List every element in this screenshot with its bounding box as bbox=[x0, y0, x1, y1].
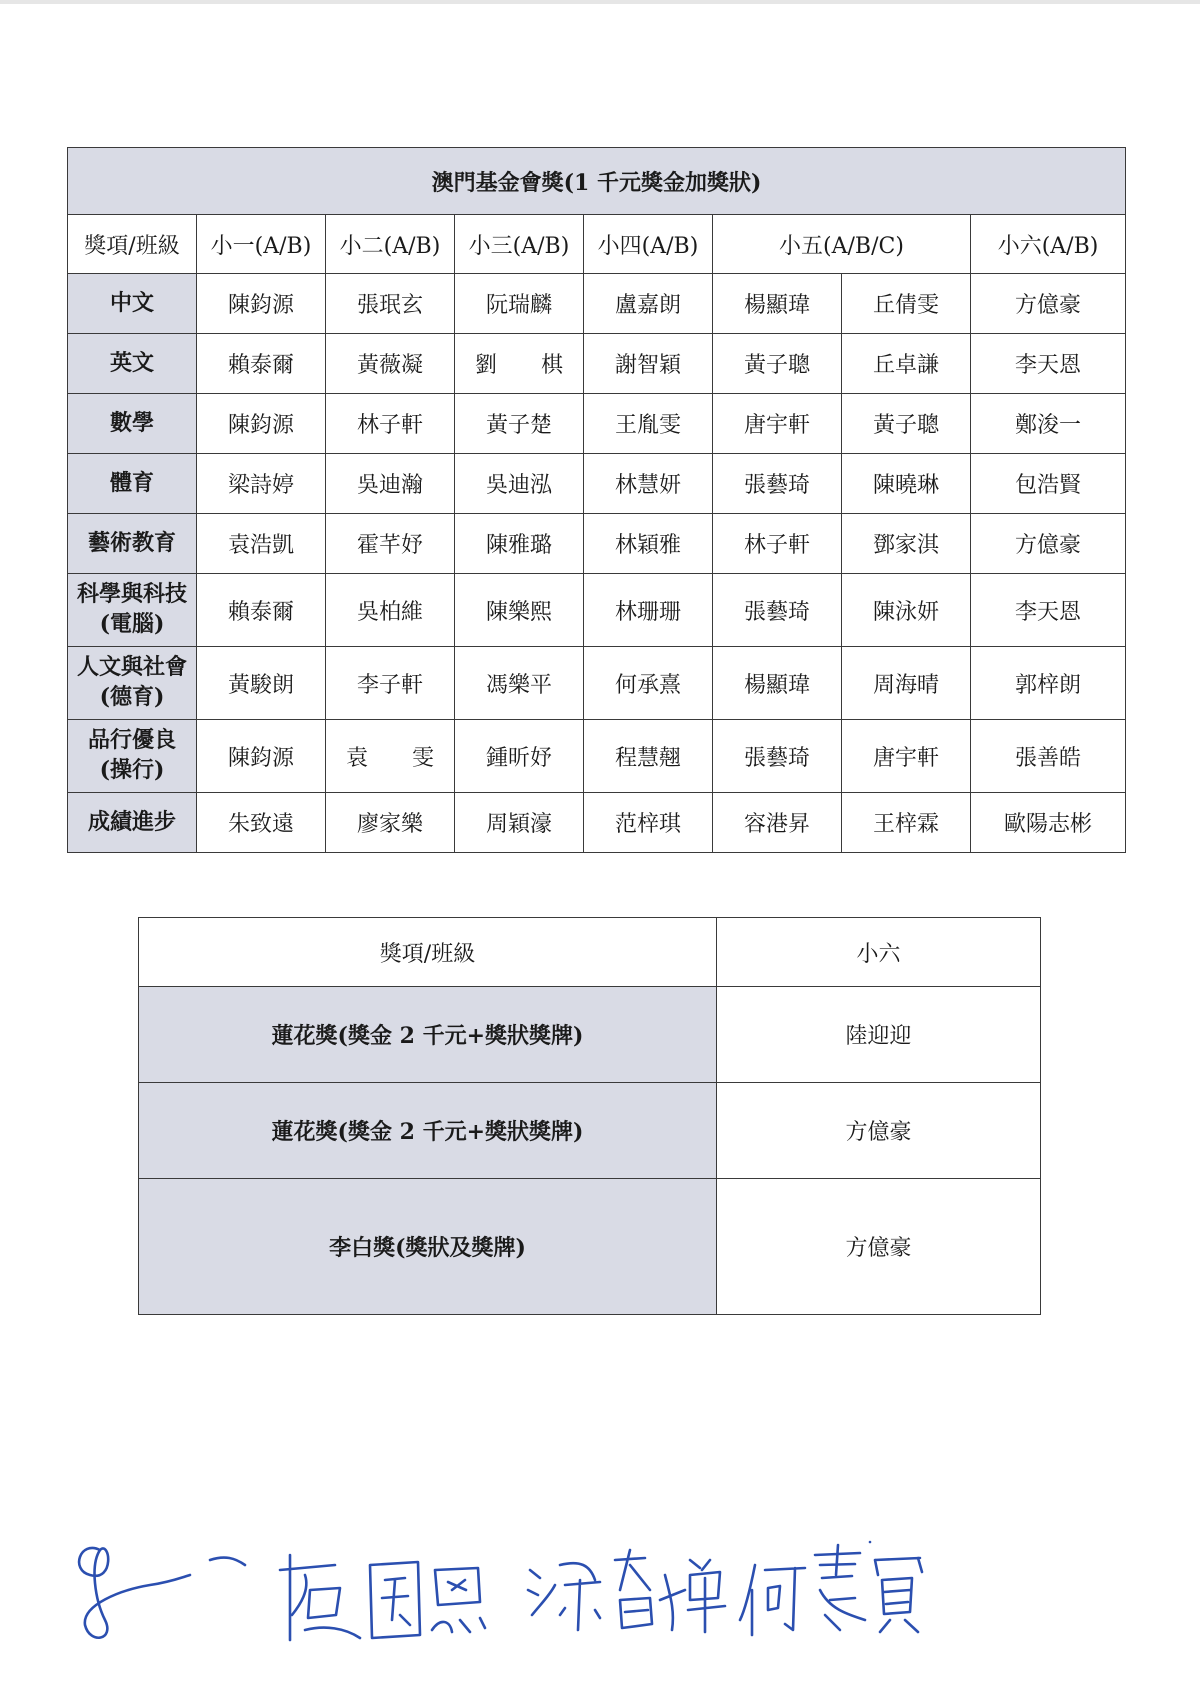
student-name: 張藝琦 bbox=[713, 720, 842, 793]
subject-label-line: 數學 bbox=[109, 409, 154, 436]
student-name: 鄭浚一 bbox=[971, 394, 1126, 454]
student-name: 袁 雯 bbox=[326, 720, 455, 793]
header-p4: 小四(A/B) bbox=[584, 215, 713, 274]
subject-label-line: 藝術教育 bbox=[87, 529, 176, 556]
subject-label-line: 人文與社會 bbox=[76, 654, 187, 681]
student-name: 唐宇軒 bbox=[842, 720, 971, 793]
table-row bbox=[68, 647, 1126, 720]
award-name: 蓮花獎(獎金 2 千元+獎狀獎牌) bbox=[139, 987, 717, 1083]
student-name: 張善皓 bbox=[971, 720, 1126, 793]
student-name: 賴泰爾 bbox=[197, 334, 326, 394]
page-top-edge bbox=[0, 0, 1200, 4]
header-p1: 小一(A/B) bbox=[197, 215, 326, 274]
student-name: 陳曉琳 bbox=[842, 454, 971, 514]
student-name: 黃子楚 bbox=[455, 394, 584, 454]
special-award-table bbox=[138, 917, 1041, 1315]
subject-label-line: 體育 bbox=[109, 469, 154, 496]
student-name: 黃駿朗 bbox=[197, 647, 326, 720]
student-name: 陳泳妍 bbox=[842, 574, 971, 647]
student-name: 容港昇 bbox=[713, 793, 842, 853]
student-name: 林穎雅 bbox=[584, 514, 713, 574]
award-name: 蓮花獎(獎金 2 千元+獎狀獎牌) bbox=[139, 1083, 717, 1179]
student-name: 何承熹 bbox=[584, 647, 713, 720]
student-name: 吳迪泓 bbox=[455, 454, 584, 514]
student-name: 陳鈞源 bbox=[197, 274, 326, 334]
student-name: 陳鈞源 bbox=[197, 394, 326, 454]
subject-label-line: 中文 bbox=[109, 289, 154, 316]
header-p6: 小六(A/B) bbox=[971, 215, 1126, 274]
signature-2 bbox=[280, 1555, 485, 1640]
student-name: 林子軒 bbox=[713, 514, 842, 574]
subject-label bbox=[68, 334, 197, 394]
student-name: 唐宇軒 bbox=[713, 394, 842, 454]
award-winner: 陸迎迎 bbox=[717, 987, 1041, 1083]
student-name: 王胤雯 bbox=[584, 394, 713, 454]
header-p2: 小二(A/B) bbox=[326, 215, 455, 274]
student-name: 王梓霖 bbox=[842, 793, 971, 853]
student-name: 吳迪瀚 bbox=[326, 454, 455, 514]
student-name: 鄧家淇 bbox=[842, 514, 971, 574]
subject-label bbox=[68, 274, 197, 334]
student-name: 歐陽志彬 bbox=[971, 793, 1126, 853]
student-name: 朱致遠 bbox=[197, 793, 326, 853]
header-p3: 小三(A/B) bbox=[455, 215, 584, 274]
student-name: 丘卓謙 bbox=[842, 334, 971, 394]
signature-strokes bbox=[60, 1520, 960, 1660]
signature-4 bbox=[740, 1545, 922, 1635]
signature-area bbox=[60, 1520, 960, 1660]
table-row bbox=[68, 574, 1126, 647]
table-row bbox=[68, 793, 1126, 853]
signature-3 bbox=[528, 1550, 725, 1632]
student-name: 陳鈞源 bbox=[197, 720, 326, 793]
student-name: 黃薇凝 bbox=[326, 334, 455, 394]
student-name: 黃子聰 bbox=[842, 394, 971, 454]
student-name: 陳雅璐 bbox=[455, 514, 584, 574]
student-name: 包浩賢 bbox=[971, 454, 1126, 514]
subject-label-line: 英文 bbox=[109, 349, 154, 376]
student-name: 劉 棋 bbox=[455, 334, 584, 394]
table-row bbox=[68, 514, 1126, 574]
subject-label-line: (操行) bbox=[99, 757, 165, 783]
table-row bbox=[68, 394, 1126, 454]
student-name: 林慧妍 bbox=[584, 454, 713, 514]
subject-label bbox=[68, 793, 197, 853]
student-name: 周海晴 bbox=[842, 647, 971, 720]
subject-label bbox=[68, 647, 197, 720]
award-rows bbox=[68, 274, 1126, 853]
student-name: 謝智穎 bbox=[584, 334, 713, 394]
student-name: 方億豪 bbox=[971, 274, 1126, 334]
table-row bbox=[68, 274, 1126, 334]
student-name: 廖家樂 bbox=[326, 793, 455, 853]
table-row bbox=[68, 720, 1126, 793]
header-p6: 小六 bbox=[717, 918, 1041, 987]
foundation-award-table bbox=[67, 147, 1126, 853]
student-name: 陳樂熙 bbox=[455, 574, 584, 647]
student-name: 李天恩 bbox=[971, 574, 1126, 647]
student-name: 郭梓朗 bbox=[971, 647, 1126, 720]
subject-label bbox=[68, 574, 197, 647]
subject-label bbox=[68, 720, 197, 793]
student-name: 楊顯瑋 bbox=[713, 274, 842, 334]
student-name: 范梓琪 bbox=[584, 793, 713, 853]
student-name: 周穎濠 bbox=[455, 793, 584, 853]
header-award-class: 獎項/班級 bbox=[139, 918, 717, 987]
student-name: 方億豪 bbox=[971, 514, 1126, 574]
student-name: 林子軒 bbox=[326, 394, 455, 454]
student-name: 張珉玄 bbox=[326, 274, 455, 334]
header-p5: 小五(A/B/C) bbox=[713, 215, 971, 274]
subject-label bbox=[68, 394, 197, 454]
student-name: 賴泰爾 bbox=[197, 574, 326, 647]
subject-label-line: 成績進步 bbox=[87, 808, 176, 835]
subject-label-line: (德育) bbox=[99, 684, 165, 710]
student-name: 李子軒 bbox=[326, 647, 455, 720]
table-title: 澳門基金會獎(1 千元獎金加獎狀) bbox=[68, 148, 1126, 215]
student-name: 楊顯瑋 bbox=[713, 647, 842, 720]
student-name: 盧嘉朗 bbox=[584, 274, 713, 334]
subject-label-line: 品行優良 bbox=[87, 727, 176, 754]
student-name: 梁詩婷 bbox=[197, 454, 326, 514]
student-name: 阮瑞麟 bbox=[455, 274, 584, 334]
subject-label-line: (電腦) bbox=[99, 611, 165, 637]
student-name: 吳柏維 bbox=[326, 574, 455, 647]
subject-label bbox=[68, 514, 197, 574]
student-name: 林珊珊 bbox=[584, 574, 713, 647]
award-name: 李白獎(獎狀及獎牌) bbox=[139, 1179, 717, 1315]
table-row bbox=[68, 334, 1126, 394]
student-name: 丘倩雯 bbox=[842, 274, 971, 334]
student-name: 袁浩凱 bbox=[197, 514, 326, 574]
subject-label bbox=[68, 454, 197, 514]
header-award-class: 獎項/班級 bbox=[68, 215, 197, 274]
student-name: 李天恩 bbox=[971, 334, 1126, 394]
signature-1 bbox=[79, 1548, 245, 1638]
student-name: 張藝琦 bbox=[713, 574, 842, 647]
student-name: 霍芊妤 bbox=[326, 514, 455, 574]
award-winner: 方億豪 bbox=[717, 1083, 1041, 1179]
student-name: 黃子聰 bbox=[713, 334, 842, 394]
subject-label-line: 科學與科技 bbox=[76, 581, 187, 608]
award-winner: 方億豪 bbox=[717, 1179, 1041, 1315]
student-name: 鍾昕妤 bbox=[455, 720, 584, 793]
student-name: 馮樂平 bbox=[455, 647, 584, 720]
table-row bbox=[68, 454, 1126, 514]
student-name: 張藝琦 bbox=[713, 454, 842, 514]
student-name: 程慧翹 bbox=[584, 720, 713, 793]
